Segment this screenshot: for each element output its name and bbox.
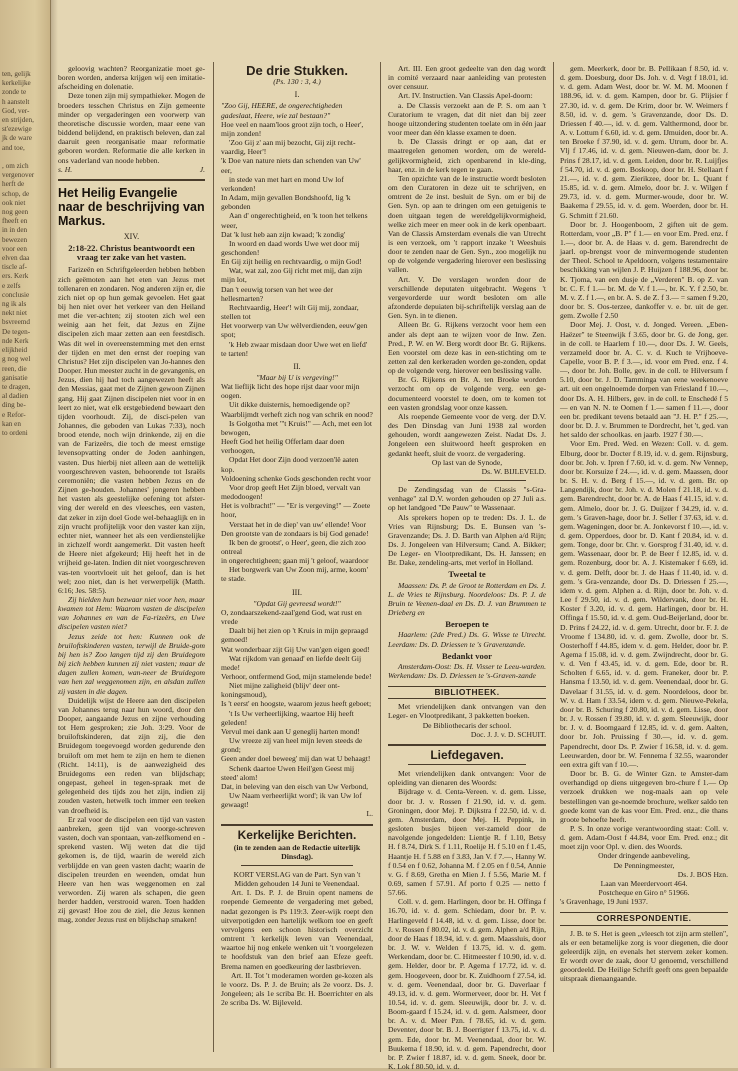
poem-line: Uw vreeze zij van heel mijn leven steeds de grond; — [221, 736, 363, 755]
paragraph: Door Mej. J. Oost, v. d. Jonged. Vereen. „Eben-Haëzer" te Steenwijk f 3.65, door br. G. de Jong, ger. in de coll. te Haarlem f 10.—, door Ds. J. W. Geels, verzameld door br. A. C. v. d. Kuch te Vrijhoeve-Capelle, voor B. P. f 3.—, id. voor em Pred. enz. f 4.—, door br. Joh. Bolle, gev. in de coll. te Hilversum f 5.10, door br. J. D. Tamminga van eene weekenoeve art. uit een ongelnoemde dorpen van Friesland f 10.—, door Ds. A. H. Hilbers, gev. in de coll. te Enschedé f 5 — en van N. N. te Oomen f 1.— samen f 11.—, door een br. predikant tevens betaald aan "J. H. P." f 25.—, door br. D. J. v. Brummen te Dordrecht, het 't, ged. van het saldo der schoolkas. en jaarb. 1927 f 30.—. — [560, 320, 728, 440]
folded-left-edge — [0, 0, 51, 1068]
column-3 — [388, 64, 546, 1071]
signature-name: Ds. W. BIJLEVELD. — [481, 466, 546, 476]
section-heading: Beroepen te — [445, 619, 489, 630]
poem-line: Dat, in beleving van den eisch van Uw Verbond, — [221, 781, 369, 791]
paragraph: Ten opzichte van de le instructie wordt besloten om den Curatoren in deze uit te schrijven, en omtrent de 2e inst. besluit de Syn. om er bij de Gen. Syn. op aan te dringen om een getuigenis te doen uitgaan tegen de wereldgelijkvormigheid, welke zich meer en meer ook in de kerk openbaart. Van de Classis Amsterdam evenals die van Utrecht is een verzoek, om 't rapport inzake 't Weeshuis door te zenden naar de Gen. Syn., zoo mogelijk nu op de volgende vergadering hierover een beslissing vallen. — [388, 173, 546, 275]
paragraph: Door br. J. Hoogenboom, 2 giften uit de gem. Rotterdam, voor „B. P" f 1.— en voor Em. Pred. enz. f 1.—, door br. A. de Haas v. d. gem. Barendrecht de jaarl. op-brengst voor de minvermogende studenten der Theol. School te Apeldoorn, volgens testamentaire beschikking van wijlen J. P. Huijzen f 188.96, door br. K. Tjoma, van een dusje de „Verderen" B. op Z. van br. C. F. f 1.— br. M. de V. f 1.—, br. K. Y. f 2.50, br. M. v. Z. f 1.—, en br. A. S. de Z. f 3.— = samen f 9.20, door br. S. Oos-terzee, dankoffer v. e. br. uit de ger. gem. Zwolle f 2.50 — [560, 219, 728, 321]
date-line: 's Gravenhage, 19 Juni 1937. — [560, 897, 648, 907]
divider — [241, 865, 353, 866]
paragraph: Zij hielden hun bezwaar niet voor hen, maar kwamen tot Hem: Waarom vasten de discipelen van Johannes en van de Fa-rizeërs, en Uwe discipelen vasten niet? — [58, 594, 205, 632]
paragraph: Art. III. Een groot gedeelte van den dag wordt in comité verzaard naar aanleiding van protesten over censuur. — [388, 64, 546, 92]
poem-line: Voldoening schenke Gods geschonden recht voor — [221, 473, 371, 483]
poem-line: Ik ben de grootst', o Heer', geen, die zich zoo ontreal — [221, 537, 366, 556]
correspondence-heading: CORRESPONDENTIE. — [560, 912, 728, 925]
poem-line: 't Is Uw verheerlijking, waartoe Hij heeft geleden! — [221, 708, 354, 727]
paragraph: Als roepende Gemeente voor de verg. der D.V. des Den Dinsdag van Juni 1938 zal worden gehouden, wordt aangewezen Zeist. Nadat Ds. J. Jongeleen een sluitwoord heeft gesproken en gedankt heeft, sluit de voorz. de vergadering. — [388, 411, 546, 458]
news-title: Kerkelijke Berichten. — [237, 827, 357, 842]
poem-line: in stede van met hart en mond Uw lof verkonden! — [221, 174, 344, 193]
poem-line: 'Zoo Gij z' aan mij bezocht, Gij zijt recht-vaardig, Heer'! — [221, 138, 356, 157]
poem-signature: L. — [366, 809, 373, 819]
poem-line: Schenk daartoe Uwen Heil'gen Geest mij steed' alom! — [221, 763, 355, 782]
paragraph: Door br. B. G. de Winter Gzn. te Amster-dam overhandigd op diens uitgegeven bro-chure f 1.— Op verzoek drukken we nog-maals aan op vele bestellingen van ge-noemde brochure, welker saldo ten goede komt van de kas voor Em. Pred. enz., die thans groote behoefte heeft. — [560, 769, 728, 824]
poem-line: Waarblijmdt verheft zich nog van schrik en nood? — [221, 409, 373, 419]
column-2 — [221, 64, 373, 1054]
paragraph: Maassen: Ds. P. de Groot te Rotterdam en Ds. J. L. de Vries te Rijnsburg. Noordeloos: Ds. P. J. de Bruin te Veenen-daal en Ds. D. J. van Brummen te Drieberg en — [388, 580, 546, 618]
poem-line: Voor drop geeft Het Zijn bloed, vervalt van medodoogen! — [221, 482, 361, 502]
poem-stanza — [221, 608, 373, 809]
poem-line: Uit dikke duisternis, hemoedigende op? — [229, 400, 350, 410]
poem-line: Heeft God het heilig Offerlam daar doen verhoogen, — [221, 437, 345, 456]
paragraph: Art. IV. Instructien. Van Classis Apel-doorn: — [398, 91, 533, 101]
address-line: Postcheque en Giro n° 51966. — [598, 888, 690, 898]
column-rule — [380, 62, 381, 1052]
paragraph: Jezus zeide tot hen: Kunnen ook de bruiloftskinderen vasten, terwijl de Bruide-gom bij hen is? Zoo langen tijd zij den Bruidegom bij zich hebben kunnen zij niet vasten; maar de dagen zullen komen, wan-neer de Bruidegom van hen zal weggenomen zijn, en alsdan zullen zij vasten in die dagen. — [58, 631, 205, 696]
signature-line: De Bibliothecaris der school. — [422, 720, 512, 730]
paragraph: geloovig wachten? Reorganizatie moet ge-boren worden, andersa krijgen wij een imitatie-afscheiding en dolenatie. — [58, 64, 205, 92]
poem-line: In Adam, mijn gevallen Bondshoofd, lig 'k gebonden — [221, 193, 351, 212]
paragraph: Met vriendelijken dank ontvangen van den Leger- en Vlootpredikant, 3 pakketten boeken. — [388, 702, 546, 721]
paragraph: a. De Classis verzoekt aan de P. S. om aan 't Curatorium te vragen, dat dit niet dan bij zeer hooge uitzondering studenten toelate om in één jaar voor meer dan één klasse examen te doen. — [388, 100, 546, 138]
poem-line: Dat 'k lust heb aan zijn kwaad; 'k zondig' — [221, 229, 346, 239]
news-subtitle: (in te zenden aan de Redactie uiterlijk Dinsdag). — [233, 842, 361, 861]
paragraph: Haarlem: (2de Pred.) Ds. G. Wisse te Utrecht. Leerdam: Ds. D. Driessen te 's Gravenzande. — [388, 630, 546, 649]
paragraph: Alleen Br. G. Rijkens verzocht voor hem een ander als dept aan te wijzen voor de Inw. Zen. Pred., P. W. en W. Berg wordt door Br. G. Rijkens. Een voorstel om deze kas in een-stichting om te zetten zal den kerkeraden worden ge-zonden, opdat op de volgende verg. hierover een beslissing valle. — [388, 320, 546, 376]
paragraph: Duidelijk wijst de Heere aan den discipelen van Johannes terug naar hun woord, door den Dooper, aangaande Jezus en zijne verhouding tot Hem gesproken; zie Joh. 3:29. Voor de bruiloftskinderen, dat zijn zij, die den Bruidegom toegevoegd worden gedurende den bruiloft om met hem te zijn en hem te dienen (Richt. 14:11), is de aanwezigheid des Bruidegoms een reden van blijdschap; ongepast, geheel in tegen-spraak met de gelegenheid des tijds zou het zijn, indien zij zouden vasten, hetwelk toch immer een teeken van droefheid is. — [58, 695, 205, 815]
poem-line: 'k Heb zwaar misdaan door Uwe wet en liefd' te tarten! — [221, 339, 368, 358]
signature — [58, 165, 205, 174]
divider — [388, 744, 546, 746]
poem-line: Het is volbracht!" — "Er is vergeving!" — Zoete hoor, — [221, 501, 371, 520]
poem-line: Niet mijne zaligheid (blijv' deer ont-koningsmoud), — [221, 681, 340, 700]
poem-stanza — [221, 120, 373, 358]
poem-part-number: I. — [294, 90, 300, 100]
poem-line: 'k Doe van nature niets dan schenden van Uw' eer, — [221, 156, 361, 175]
poem-part-number: III. — [292, 587, 302, 597]
address-line: Laan van Meerdervoort 464. — [600, 878, 688, 888]
column-rule — [553, 62, 554, 1052]
poem-line: Aan d' ongerechtigheid, en 'k toon het telkens weer, — [221, 211, 368, 230]
paragraph: Art. V. De verslagen worden door de verschillende deputaten uitgebracht. Wegens 't vergevorderde uur wordt besloten om alle afzonderde depuiaten bij-schriftelijk verslag aan de Gen. Syn. in te dienen. — [388, 274, 546, 321]
column-rule — [213, 62, 214, 1052]
paragraph: gem. Meerkerk, door br. B. Pellikaan f 8.50, id. v. d. gem. Doesburg, door Ds. Joh. v. d. Vegt f 18.01, id. v. d. gem. Adam West, door br. W. M. M. Moonen f 188.96, id. v. d. gem. Kampen, door br. G. Plijsier f 27.30, id. v. d. gem. De Krim, door br. W. Weimers f 8.50, id. v. d. gem. 's Gravenzande, door Ds. D. Driessen f 40.—, id. v. d. gem. Valthermond, door br. A. v. Lottum f 6.60, id. v. d. gem. IJmuiden, door br. A. ten Broeke f 37.90, id. v. d. gem. Utrum, door br. A. Vlj f 17.46, id. v. d. gem. Nieuwen-dam, door br. J. Prins f 28.17, id. v. d. gem. Leiden, door br. R. Luijfjes f 54.70, id. v. d. gem. Boskoop, door br. H. Stellaart f 21.—, id. v. d. gem. Zierikzee, door br. L. Quant f 15.85, id. v. d. gem. Almelo, door br. J. v. Wilgen f 29.73, id. v. d. gem. Murmer-woude, door br. W. Baakema f 29.55, id. v. d. gem. Woerden, door br. H. G. Schmitt f 21.60. — [560, 64, 728, 220]
signature-line: De Penningmeester, — [613, 860, 675, 870]
poem-line: Het borgwerk van Uw Zoon mij, arme, koom' te stade. — [221, 565, 368, 584]
paragraph: Art. I. Ds. P. J. de Bruin opent namens de roepende Gemeente de vergadering met gebed, nadat gezongen is Ps 119:3. Zeer-wijk roept den uitverpotigden een hartelijk welkom toe en geeft vervolgens een schoon historisch overzicht omtrent 't kerkelijk leven van Veenendaal, waartoe hij nog enkele wenken uit 't voorgelezen te hoofdstuk van den brief aan Efeze geeft. Brema namen en goedkeuring der lastbrieven. — [221, 888, 373, 971]
paragraph: De Zendingsdag van de Classis "s-Gra-venhage" zal D.V. worden gehouden op 27 Juli a.s. op het landgoed "De Pauw" te Wassenaar. — [388, 485, 546, 513]
paragraph: Br. G. Rijkens en Br. A. ten Broeke worden verzocht om op de volgende verg. een ge-documenteerd voorstel te doen, om te komen tot een vasten grondslag voor onze kassen. — [388, 375, 546, 412]
poem-line: Wat lieflijk licht des hope rijst daar voor mijn oogen. — [221, 382, 360, 401]
poem-line: Vervul mei dank aan U geneglij harten mond! — [221, 726, 360, 736]
paragraph: P. S. In onze vorige verantwoording staat: Coll. v. d. gem. Adam-Oost f 44.84, voor Em. Pred. enz.; dit moet zijn voor Opl. v. dien. des Woords. — [560, 823, 728, 852]
poem-line: Is 't eerst' en hoogste, waarom jezus heeft geboet; — [221, 699, 372, 709]
divider — [408, 764, 526, 765]
signature-left: s. H. — [58, 164, 73, 174]
poem-line: Rechtvaardig, Heer'! wilt Gij mij, zondaar, stellen tot — [221, 302, 359, 322]
poem-line: In woord en daad words Uwe wet door mij geschonden! — [221, 238, 360, 257]
divider — [58, 179, 205, 181]
poem-line: Wat, wat zal, zoo Gij richt met mij, dan zijn mijn lot, — [221, 266, 363, 285]
poem-line: Dan 't eeuwig torsen van het wee der hellesmarten? — [221, 284, 334, 303]
paragraph: Amsterdam-Oost: Ds. H. Visser te Leeu-warden. Werkendam: Ds. D. Driessen te 's-Graven-zande — [388, 661, 546, 680]
report-heading: KORT VERSLAG van de Part. Syn van 't Midden gehouden 14 Juni te Veenendaal. — [233, 869, 361, 889]
poem-line: Verstaat het in de diep' van uw' ellende! Voor — [229, 519, 366, 529]
poem-line: Daalt bij het zien op 't Kruis in mijn gepraagd gemoed! — [221, 626, 369, 645]
poem-line: Uw Naam verheerlijkt word'; ik van Uw lof gewaagt! — [221, 791, 362, 810]
article-title: Het Heilig Evangelie naar de beschrijving van Markus. — [58, 185, 205, 228]
poem-line: in ongerechtigheen; gaan mij 't geloof, waardoor — [221, 556, 369, 566]
paragraph: Voor Em. Pred. Wed. en Wezen: Coll. v. d. gem. Elburg, door br. Docter f 8.19, id. v. d. gem. Rijnsburg, door br. Joh. v. Ipren f 7.60, id. v. d. gem. Nw Vennep, door br. Korsuize f 24.—, id. v. d. gem. Maassen, door br. S. H. v. d. Berg f 15.—, id. v. d. gem. Br. op Langendijk, door br. Joh. v. d. Molen f 21.18, id. v. d. gem. Barendrecht, door br. A. de Haas f 41.15, id. v. d. gem. Almelo, door br. J. G. Duijzer f 34.29, id. v. d. gem. 's Graven-hage, door br. J. Seller f 37.63, id. v. d. gem. Wageningen, door br. A. Jonkevorst f 10.—, id. v. d. gem. Opperdoes, door br. D. Kant f 20.84, id. v. d. gem. Tonge, door br. Chr. v. Gorsprog f 31.40, id. v. d. gem. Wassenaar, door br. P. de Beer f 12.85, id. v. d. gem. Rozenburg, door br. A. J. Kistemaker f 6.69, id. v. d. gem. Delft, door br. J. de Haas f 11.40, id. v. d. gem. 's Gra-venzande, door Ds. D. Driessen f 25.—, idem v. d. gem. Alphen a. d. Rijn, door br. Joh. v. d. Lee f 29.50, id. v. d. gem. Wildervank, door br. H. Koster f 3.20, id. v. d. gem. Harlingen, door br. H. Offinga f 15.50, id. v. d. gem. Oud-Beijerland, door br. D. Prins f 24.22, id. v. d. gem. Utrecht, door br. F. J. de Vroome f 134.80, id. v. d. gem. Zwolle, door br. S. Oosterhoff f 44.85, idem v. d. gem. Helder, door br. P. Agema f 15.08, id. v. d. gem. Zwijndrecht, door br. G. v. d. Ven f 43.45, id. v. d. gem. Ede, door br. R. Scholten f 6.65, id. v. d. gem. Franeker, door br. P. Hansma f 13.50, id. v. d. gem. Veenendaal, door br. G. Davelaar f 31.55, id. v. d. gem. Noordeloos, door br. W. v. d. Ham f 33.54, idem v. d. gem. Nieuwe-Pekela, door br. B. Schuring f 20.80, id. v. d. gem. Lisse, door br. J. v. Rossen f 39.80, id. v. d. gem. Sleeuwijk, door br. J. v. d. Boomgaard f 12.85, id. v. d. gem. Aalten, door br. Joh. Pruissing f 30.—, id. v. d. gem. Papendrecht, door Ds. P. Zwier f 16.58, id. v. d. gem. Leeuwarden, door br. W. Fennema f 32.55, waaronder een extra gift van f 10.—. — [560, 439, 728, 769]
paragraph: Coll. v. d. gem. Harlingen, door br. H. Offinga f 16.70, id. v. d. gem. Schiedam, door br. P. v. Harlingeveld f 14.48, id. v. d. gem. Lisse, door br. J. v. Rossen f 80.02, id. v. d. gem. Alphen a/d Rijn, door de Haas f 18.94, id. v. d. gem. Maassluis, door br. J. W. v. Welden f 13.75, id. v. d. gem. Werkendam, door br. C. Hitmeester f 10.90, id. v. d. gem. Helder, door br. P. Agema f 17.72, id. v. d. gem. Hoogeveen, door br. K. Zuidhoorn f 27.54, id. v. d. gem. Veenendaal, door br. G. Daverlaar f 49.13, id. v. d. gem. Wormerveer, door br. H. Vet f 10.54, id. v. d. gem. Sleeuwijk, door br. J. v. d. Boom-gaard f 15.24, id. v. d. gem. Aalsmeer, door br. A. v. d. Meer Pzn. f 78.65, id. v. d. gem. Deventer, door br. B. J. Boerrigter f 13.75, id. v. d. gem. Ede, door br. M. Veenendaal, door br. W. Buukema f 18.90, id. v. d. gem. Papendrecht, door br. P. Zwier f 18.87, id. v. d. gem. Sneek, door br. K. Lok f 80.50, id. v. d. — [388, 897, 546, 1071]
poem-line: Opdat Het door Zijn dood verzoen'lë aaten kop. — [221, 455, 359, 474]
section-heading: Tweetal te — [448, 569, 486, 580]
gifts-title: Liefdegaven. — [430, 747, 504, 762]
signature-line: Op last van de Synode, — [431, 457, 503, 467]
signature-name: Doc. J. J. v. D. SCHUIT. — [470, 729, 546, 739]
article-subtitle: 2:18-22. Christus beantwoordt een vraag ter zake van het vasten. — [68, 243, 195, 263]
paragraph: Farizeën en Schriftgeleerden hebben hebben zich geëmoten aan het eten van Jezus met tollenaren en zondaren. Nog anderen zijn er, die zich niet op op hun gemak gevoelen. Het gaat bij hen niet over het verkeer van den Heiland met die ver-achten; zij stooten zich wel een weinig aan het feit, dat Jezus en Zijne discipelen zich maar zetten aan een feestdisch. Was dit wel in overeenstemming met den ernst der tijden en met den ernst der roeping van Christus? Het zijn discipelen van Jo-hannes den Dooper. Hun meester zucht in de gevangenis, en Jezus, dien hij had toch aangewezen heeft als den Messias, gaat met de Zijnen gewoon Zijnen gang. Hij gaat Zijnen discipelen niet voor in en leert zo niet, wat elk erstgebiedend bewaart den tijden voorhoudt. Zij, de disci-pelen van Johannes, die geboden van Lukas 7:33), noch brood etende, noch wijn drinkende, zij en die van de Farizeërs, die toch de meest ernstige levensopvatting onder de Joden aanhingen, vasten. Dus hierbij niet alleen aan de wettelijk voorgeschreven vasten, behoorende tot Israëls ceremoniën; die vasten hebben Jezus en de Zijnen ge-houden. Johannes' jongeren hebben het vasten als geestelijke oefening tot afster-ving der wereld en des vleesches, een vasten, dat zeker in zijn doel Gode wel-behaaglijk en in zijn vrucht profijtelijk voor den vaster kan zijn, echter niet, wanneer het als een verdienstelijke in zichzelf wordt aangemerkt. Dit vasten heeft de Heere niet afgekeurd; Hij heeft het in de vrijheid ge-laten. Indien dit niet voorgeschreven vas-ten voortvloeit uit het geloof, dan is het wel; zoo niet, dan is het verwerpelijk (Matth. 6:16; Jes. 58:5). — [58, 265, 205, 595]
signature-name: Ds. J. BOS Hzn. — [677, 869, 728, 879]
poem-motto: "Zoo Gij, HEERE, de ongerechtigheden gadeslaat, Heere, wie zal bestaan?" — [221, 101, 343, 120]
poem-line: En Gij zijt heilig en rechtvaardig, o mijn God! — [221, 257, 362, 267]
paragraph: Deze tonen zijn mij sympathieker. Mogen de broeders tesschen Christus en Zijn gemeente minder op vergaderingen een voorwerp van theoretische discussie worden, maar eene van biddend belijdend, en praktisch beleven, dan zal daaruit geen reorganisatie maar reformatie geboren worden. Reformatie die alle kerken in ons vaderland van noode hebben. — [58, 91, 205, 165]
column-4 — [560, 64, 728, 1054]
paragraph: J. B. te S. Het is geen „vleesch tot zijn arm stellen", als er een betamelijke zorg is voor diegenen, die door geleerdijk zijn, en evenals het stervem zeker komen. Er wordt over de zaak, door U genoemd, verschillend geoordeeld. De Heilige Schrift geeft ons geen bepaalde uitspraak dienaangaande. — [560, 928, 728, 984]
poem-line: Het voorwerp van Uw wèlverdienden, eeuw'gen spot; — [221, 321, 368, 340]
divider — [221, 824, 373, 826]
poem-line: Wat wonderbaar zijt Gij Uw van'gen eigen goed! — [221, 644, 370, 654]
divider — [408, 480, 526, 481]
paragraph: Als sprekers hopen op te treden: Ds. J. L. de Vries van Rijnsburg; Ds. E. Bunsen van 's-Gravenzande; Ds. J. D. Barth van Alphen a/d Rijn; Ds. J. Jongeleen van Hilversum; Cand. A. Bikker; De Leger- en Vlootpredikant, Ds. H. Janssen; en Br. Dake, zendeling-arts, met verlof in Holland. — [388, 512, 546, 568]
poem-reference: (Ps. 130 : 3, 4.) — [273, 77, 321, 87]
poem-title: De drie Stukken. — [246, 63, 348, 78]
poem-line: Hoe veel en naam'loos groot zijn toch, o Heer', mijn zonden! — [221, 119, 364, 138]
paragraph: b. De Classis dringt er op aan, dat er maatregelen genomen worden, om de wereld-gelijkvormigheid, zich openbarend in kle-ding, haar, enz. in de kerk tegen te gaan. — [388, 137, 546, 174]
poem-line: O, zondaarszekend-zaal'gend God, wat rust en vrede — [221, 607, 362, 627]
poem-line: Is Golgotha met "'t Kruis!" — Ach, met een lot bewogen, — [221, 418, 372, 437]
library-heading: BIBLIOTHEEK. — [388, 686, 546, 699]
signature-line: Onder dringende aanbeveling, — [598, 851, 690, 861]
paragraph: Bijdrage v. d. Centa-Vereen. v. d. gem. Lisse, door br. J. v. Rossen f 21.90, id. v. d. gem. Groningen, door Mej. P. Dijkstra f 22.50, id. v. d. gem. Amsterdam, door Mej. H. Peppink, in gesloten busjes bijeen ver-zameld door de navolgende jongedelden: Lientje R. f 1.10, Betsy H. f 8.74, Dirk S. f 1.11, Roelije H. f 5.10 en f 1.45, Haantje H. f 5.88 en f 3.83, Jan V. f 7.—, Hanny W. f 0.54 en f 0.62, Johanna M. f 2.05 en f 0.54, Annie v. G. f 8.69, Gretha en Mien J. f 5.56, Marie M. f 0.69, samen f 57.91. Af porto f 0.25 — netto f 57.66. — [388, 787, 546, 898]
poem-line: Verhoor, ontfermend God, mijn stamelende bede! — [221, 672, 372, 681]
paragraph: Er zal voor de discipelen een tijd van vasten aanbreken, geen tijd van voorge-schreven vasten, doch van spontaan, van-zelfkomend en -sprekend vasten. Wij weten dat die tijd gekomen is, de tijd, waarin de wereld zich verblijdde en van geen vasten dacht; waarin de discipelen treurden en weenden, omdat hun Heere van hen was weggenomen en zal verworden. Zij waren als schapen, die geen herder hadden, verstrooid waren. Toen hadden zij gevast! Hoe zou de ziel, die Jezus kennen mag, zonder Jezus rust en blijdschap smaken! — [58, 814, 205, 925]
poem-motto: "Maar bij U is vergeving!" — [256, 373, 338, 382]
paragraph: Art. II. Tot 't moderamen worden ge-kozen als le voorz. Ds. P. J. de Bruin; als 2e voorz. Ds. J. Jongeleen; als 1e scriba Br. H. Boerrichter en als 2e scriba Ds. W. Bijleveld. — [221, 970, 373, 1008]
fold-text-fragment: ten, gelijk kerkelijke zonde te h aanstelt God, ver- en strijden, st'ezewige jk de ware and toe, , om zich vergenover herft de schop, de ook niet nog geen fheeft en in in den bewezen voor een elven daa tiscle af- ers. Kerk e zelfs conclusie ng ik als nekt niet bsvreemd De tegen- nde Kerk elijkheid g nog wel reen, die ganisatie te dragen, al dadien ding be- e Refor- kan en to ordeni — [2, 70, 35, 437]
poem-line: Den grootste van de zondaars is bij God genade! — [221, 528, 369, 538]
poem-part-number: II. — [293, 361, 301, 371]
signature-right: J. — [199, 164, 205, 174]
paragraph: Met vriendelijken dank ontvangen: Voor de opleiding van dienaren des Woords: — [388, 769, 546, 788]
fold-shadow — [50, 0, 58, 1068]
poem-line: Geen ander doel beweeg' mij dan wat U behaagt! — [221, 754, 371, 764]
column-1 — [58, 64, 205, 1054]
article-number: XIV. — [123, 231, 140, 241]
poem-stanza — [221, 382, 373, 583]
poem-line: Wat rijkdom van genaad' en liefde deelt Gij mede! — [221, 653, 362, 672]
section-heading: Bedankt voor — [442, 650, 492, 661]
poem-motto: "Opdat Gij gevreesd wordt!" — [253, 598, 341, 608]
